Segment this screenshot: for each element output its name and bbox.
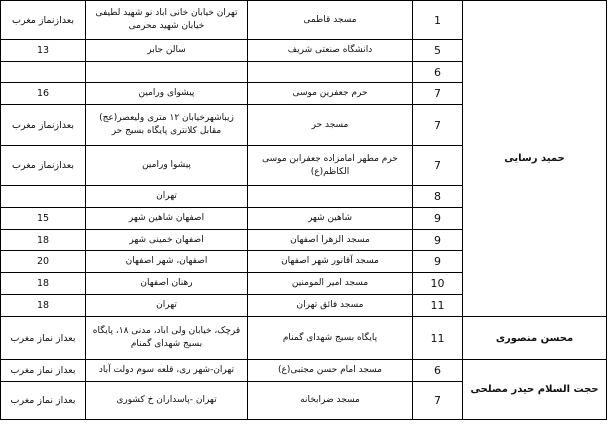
time-cell: 18: [1, 273, 86, 295]
venue-cell: پایگاه بسیج شهدای گمنام: [248, 317, 413, 360]
time-cell: بعداز نماز مغرب: [1, 317, 86, 360]
venue-cell: مسجد امام حسن مجتبی(ع): [248, 360, 413, 382]
address-cell: اصفهان شاهین شهر: [86, 208, 248, 230]
address-cell: [86, 62, 248, 83]
address-cell: تهران: [86, 186, 248, 208]
time-cell: بعدازنماز مغرب: [1, 146, 86, 186]
time-cell: [1, 62, 86, 83]
venue-cell: [248, 62, 413, 83]
address-cell: پیشوای ورامین: [86, 83, 248, 105]
venue-cell: مسجد حر: [248, 105, 413, 146]
day-cell: 7: [413, 83, 463, 105]
time-cell: 13: [1, 40, 86, 62]
speaker-cell: محسن منصوری: [463, 317, 607, 360]
speaker-cell: حجت السلام حیدر مصلحی: [463, 360, 607, 420]
table-row: [1, 360, 607, 382]
time-cell: 18: [1, 295, 86, 317]
venue-cell: حرم جعفرین موسی: [248, 83, 413, 105]
day-cell: 6: [413, 62, 463, 83]
day-cell: 10: [413, 273, 463, 295]
address-cell: پیشوا ورامین: [86, 146, 248, 186]
address-cell: اصفهان خمینی شهر: [86, 230, 248, 251]
address-cell: تهران: [86, 295, 248, 317]
venue-cell: حرم مطهر امامزاده جعفرابن موسی الکاظم(ع): [248, 146, 413, 186]
venue-cell: دانشگاه صنعتی شریف: [248, 40, 413, 62]
venue-cell: مسجد فائق تهران: [248, 295, 413, 317]
time-cell: [1, 186, 86, 208]
time-cell: بعداز نماز مغرب: [1, 360, 86, 382]
day-cell: 11: [413, 295, 463, 317]
time-cell: بعدازنماز مغرب: [1, 105, 86, 146]
table-row: [1, 1, 607, 40]
venue-cell: شاهین شهر: [248, 208, 413, 230]
day-cell: 7: [413, 105, 463, 146]
time-cell: 18: [1, 230, 86, 251]
venue-cell: مسجد ضرابخانه: [248, 382, 413, 420]
time-cell: 20: [1, 251, 86, 273]
address-cell: قرچک، خیابان ولی اباد، مدنی ۱۸، پایگاه بسیج شهدای گمنام: [86, 317, 248, 360]
time-cell: 16: [1, 83, 86, 105]
venue-cell: مسجد الزهرا اصفهان: [248, 230, 413, 251]
venue-cell: [248, 186, 413, 208]
day-cell: 11: [413, 317, 463, 360]
address-cell: اصفهان، شهر اصفهان: [86, 251, 248, 273]
day-cell: 9: [413, 208, 463, 230]
day-cell: 6: [413, 360, 463, 382]
address-cell: تهران خیابان خانی اباد نو شهید لطیفی خیابان شهید محرمی: [86, 1, 248, 40]
day-cell: 7: [413, 146, 463, 186]
day-cell: 7: [413, 382, 463, 420]
day-cell: 9: [413, 251, 463, 273]
time-cell: 15: [1, 208, 86, 230]
day-cell: 9: [413, 230, 463, 251]
address-cell: زیباشهرخیابان ۱۲ متری ولیعصر(عج) مقابل کلانتری پایگاه بسیج حر: [86, 105, 248, 146]
address-cell: سالن جابر: [86, 40, 248, 62]
venue-cell: مسجد آقانور شهر اصفهان: [248, 251, 413, 273]
time-cell: بعداز نماز مغرب: [1, 382, 86, 420]
day-cell: 1: [413, 1, 463, 40]
venue-cell: مسجد قاطمی: [248, 1, 413, 40]
venue-cell: مسجد امیر المومنین: [248, 273, 413, 295]
speaker-cell: حمید رسایی: [463, 1, 607, 317]
address-cell: تهران -پاسداران خ کشوری: [86, 382, 248, 420]
table-row: [1, 317, 607, 360]
address-cell: تهران-شهر ری، قلعه سوم دولت آباد: [86, 360, 248, 382]
address-cell: رهنان اصفهان: [86, 273, 248, 295]
day-cell: 5: [413, 40, 463, 62]
day-cell: 8: [413, 186, 463, 208]
time-cell: بعدازنماز مغرب: [1, 1, 86, 40]
